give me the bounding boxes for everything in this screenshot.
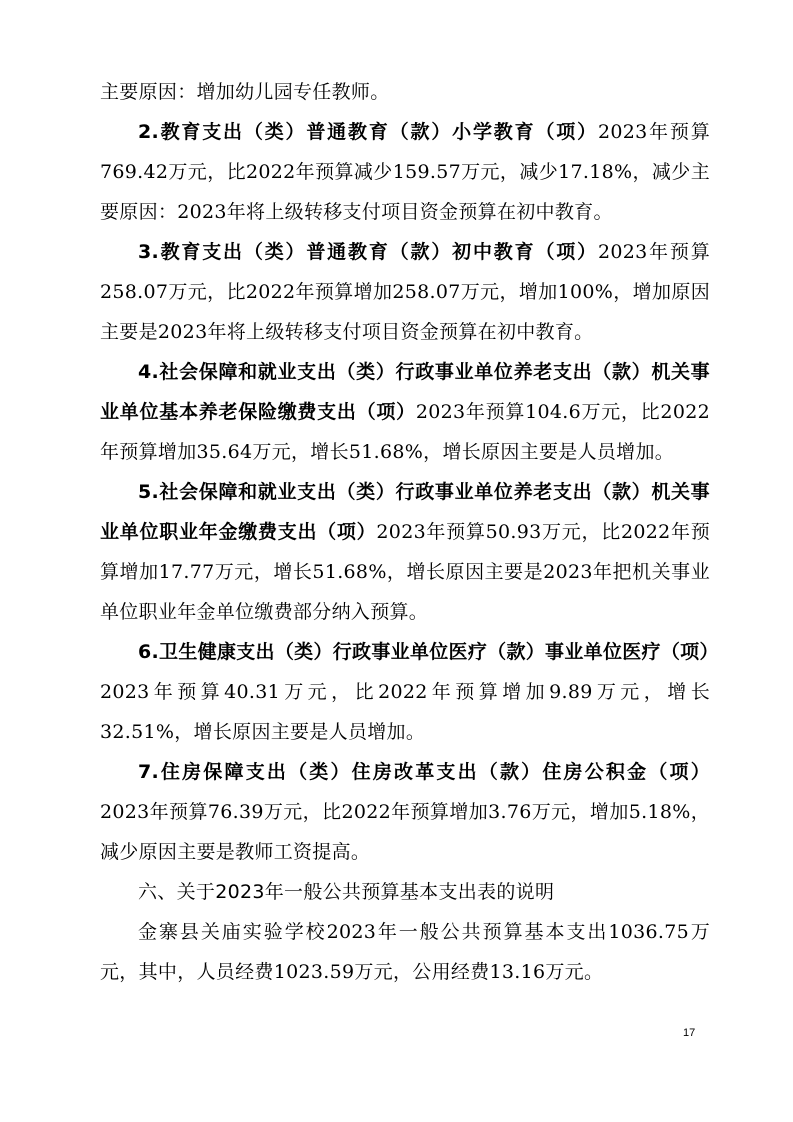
item-heading: 5.社会保障和就业支出（类）行政事业单位养老支出（款）机关事业单位职业年金缴费支出（项） xyxy=(100,481,710,543)
paragraph-text: 2023年预算258.07万元，比2022年预算增加258.07万元，增加100%，增加原因主要是2023年将上级转移支付项目资金预算在初中教育。 xyxy=(100,241,710,343)
paragraph-item-6 xyxy=(100,632,719,752)
paragraph-summary xyxy=(100,912,710,992)
paragraph-text: 2023年预算76.39万元，比2022年预算增加3.76万元，增加5.18%，减少原因主要是教师工资提高。 xyxy=(100,801,710,863)
paragraph-item-3 xyxy=(100,232,710,352)
paragraph-item-2 xyxy=(100,112,710,232)
item-heading: 2.教育支出（类）普通教育（款）小学教育（项） xyxy=(138,121,598,143)
paragraph-item-7 xyxy=(100,752,710,872)
section-heading: 六、关于2023年一般公共预算基本支出表的说明 xyxy=(138,881,555,903)
paragraph-text: 2023年预算104.6万元，比2022年预算增加35.64万元，增长51.68%，增长原因主要是人员增加。 xyxy=(100,401,710,463)
paragraph-item-4 xyxy=(100,352,710,472)
item-heading: 4.社会保障和就业支出（类）行政事业单位养老支出（款）机关事业单位基本养老保险缴费支出（项） xyxy=(100,361,710,423)
item-heading: 6.卫生健康支出（类）行政事业单位医疗（款）事业单位医疗（项） xyxy=(138,641,719,663)
document-body xyxy=(100,72,719,992)
paragraph-text: 2023年预算40.31万元，比2022年预算增加9.89万元，增长32.51%，增长原因主要是人员增加。 xyxy=(100,681,710,743)
paragraph-continuation xyxy=(100,72,710,112)
paragraph-item-5 xyxy=(100,472,710,632)
paragraph-text: 2023年预算769.42万元，比2022年预算减少159.57万元，减少17.18%，减少主要原因：2023年将上级转移支付项目资金预算在初中教育。 xyxy=(100,121,710,223)
paragraph-text: 主要原因：增加幼儿园专任教师。 xyxy=(100,81,390,103)
paragraph-text: 2023年预算50.93万元，比2022年预算增加17.77万元，增长51.68%，增长原因主要是2023年把机关事业单位职业年金单位缴费部分纳入预算。 xyxy=(100,521,711,623)
page-number: 17 xyxy=(683,1027,696,1039)
item-heading: 7.住房保障支出（类）住房改革支出（款）住房公积金（项） xyxy=(138,761,710,783)
item-heading: 3.教育支出（类）普通教育（款）初中教育（项） xyxy=(138,241,598,263)
paragraph-text: 金寨县关庙实验学校2023年一般公共预算基本支出1036.75万元，其中，人员经费1023.59万元，公用经费13.16万元。 xyxy=(100,921,710,983)
